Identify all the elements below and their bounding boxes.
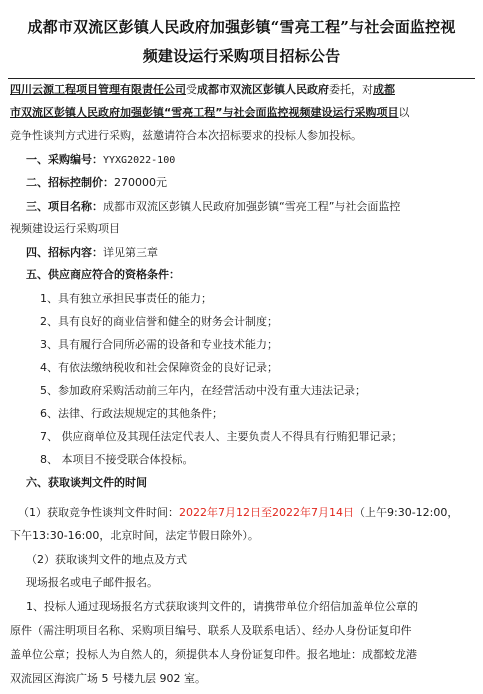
obtain-method: 现场报名或电子邮件报名。 — [26, 576, 158, 589]
section-qualifications-heading: 五、供应商应符合的资格条件： — [26, 268, 180, 281]
notice-title-line-2: 频建设运行采购项目招标公告 — [142, 47, 341, 65]
onsite-requirement-line-3: 盖单位公章；投标人为自然人的，须提供本人身份证复印件。报名地址：成都蛟龙港 — [10, 648, 417, 661]
client-name: 成都市双流区彭镇人民政府 — [197, 83, 329, 96]
onsite-requirement-line-2: 原件（需注明项目名称、采购项目编号、联系人及联系电话）、经办人身份证复印件 — [10, 624, 412, 637]
intro-line-2: 市双流区彭镇人民政府加强彭镇“雪亮工程”与社会面监控视频建设运行采购项目以 — [10, 106, 410, 119]
qualification-item: 3、具有履行合同所必需的设备和专业技术能力； — [40, 338, 278, 351]
qualification-item: 8、 本项目不接受联合体投标。 — [40, 453, 194, 466]
procurement-number: YYXG2022-100 — [103, 155, 176, 166]
obtain-place-heading: （2）获取谈判文件的地点及方式 — [26, 553, 187, 566]
start-date: 2022年7月12日 — [179, 506, 261, 519]
obtain-time-line-2: 下午13:30-16:00，北京时间，法定节假日除外）。 — [10, 529, 259, 542]
end-date: 2022年7月14日 — [272, 506, 354, 519]
onsite-requirement-line-1: 1、投标人通过现场报名方式获取谈判文件的，请携带单位介绍信加盖单位公章的 — [26, 600, 418, 613]
section-control-price: 二、招标控制价：270000元 — [26, 176, 167, 189]
onsite-address: 双流园区海滨广场 5 号楼九层 902 室。 — [10, 672, 206, 685]
qualification-item: 7、 供应商单位及其现任法定代表人、主要负责人不得具有行贿犯罪记录； — [40, 430, 403, 443]
agency-name: 四川云源工程项目管理有限责任公司 — [10, 83, 186, 96]
obtain-time-line: （1）获取竞争性谈判文件时间：2022年7月12日至2022年7月14日（上午9:30-12:00， — [18, 506, 459, 519]
qualification-item: 4、有依法缴纳税收和社会保障资金的良好记录； — [40, 361, 278, 374]
intro-line-1: 四川云源工程项目管理有限责任公司受成都市双流区彭镇人民政府委托，对成都 — [10, 83, 395, 96]
section-project-name: 三、项目名称：成都市双流区彭镇人民政府加强彭镇“雪亮工程”与社会面监控 — [26, 200, 401, 213]
section-project-name-cont: 视频建设运行采购项目 — [10, 222, 120, 235]
qualification-item: 2、具有良好的商业信誉和健全的财务会计制度； — [40, 315, 278, 328]
project-name: 市双流区彭镇人民政府加强彭镇“雪亮工程”与社会面监控视频建设运行采购项目 — [10, 106, 399, 119]
section-tender-content: 四、招标内容：详见第三章 — [26, 246, 158, 259]
notice-title-line-1: 成都市双流区彭镇人民政府加强彭镇“雪亮工程”与社会面监控视 — [27, 18, 456, 36]
section-procurement-number: 一、采购编号：YYXG2022-100 — [26, 153, 176, 166]
title-divider — [8, 78, 475, 79]
qualification-item: 6、法律、行政法规规定的其他条件； — [40, 407, 223, 420]
control-price: 270000元 — [114, 176, 167, 189]
qualification-item: 5、参加政府采购活动前三年内，在经营活动中没有重大违法记录； — [40, 384, 366, 397]
qualification-item: 1、具有独立承担民事责任的能力； — [40, 292, 212, 305]
section-obtain-time-heading: 六、获取谈判文件的时间 — [26, 476, 147, 489]
intro-line-3: 竞争性谈判方式进行采购，兹邀请符合本次招标要求的投标人参加投标。 — [10, 129, 362, 142]
